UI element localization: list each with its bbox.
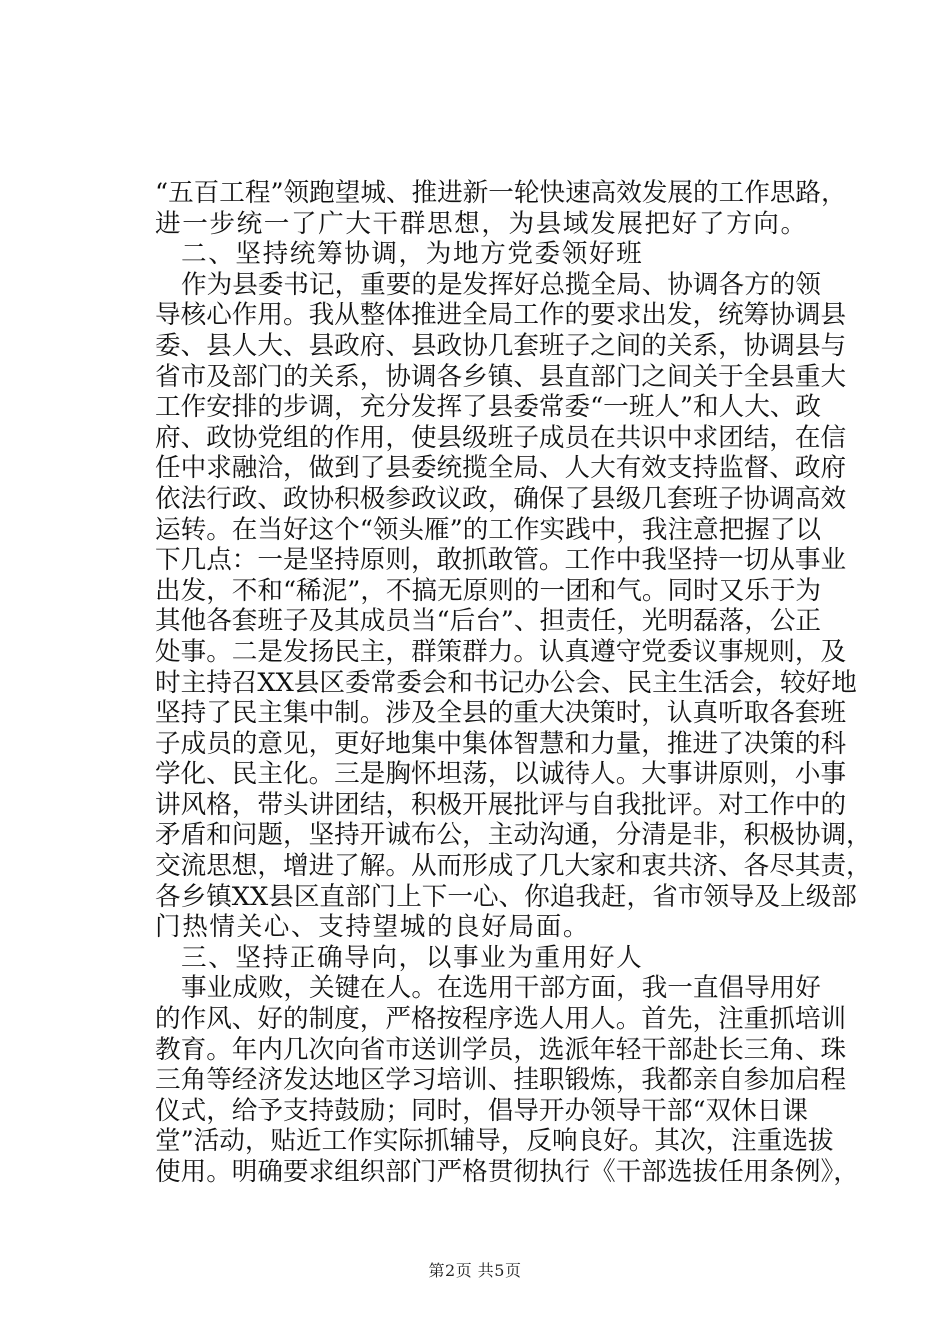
text-line: 府、政协党组的作用，使县级班子成员在共识中求团结，在信 xyxy=(155,422,847,453)
text-line: 导核心作用。我从整体推进全局工作的要求出发，统筹协调县 xyxy=(155,300,847,331)
text-line: 门热情关心、支持望城的良好局面。 xyxy=(155,912,591,943)
text-line: 使用。明确要求组织部门严格贯彻执行《干部选拔任用条例》， xyxy=(155,1157,859,1187)
section-heading: 二、坚持统筹协调，为地方党委领好班 xyxy=(181,239,644,270)
text-line: 工作安排的步调，充分发挥了县委常委“一班人”和人大、政 xyxy=(155,392,822,423)
text-line: 其他各套班子及其成员当“后台”、担责任，光明磊落，公正 xyxy=(155,606,822,637)
text-line: 进一步统一了广大干群思想，为县域发展把好了方向。 xyxy=(155,208,808,239)
text-line: 子成员的意见，更好地集中集体智慧和力量，推进了决策的科 xyxy=(155,728,847,759)
text-line: 堂”活动，贴近工作实际抓辅导，反响良好。其次，注重选拔 xyxy=(155,1126,834,1157)
page-number-footer: 第2页 共5页 xyxy=(428,1261,522,1280)
text-line: 的作风、好的制度，严格按程序选人用人。首先，注重抓培训 xyxy=(155,1004,847,1035)
text-line: 时主持召XX县区委常委会和书记办公会、民主生活会，较好地 xyxy=(155,667,857,698)
text-line: 省市及部门的关系，协调各乡镇、县直部门之间关于全县重大 xyxy=(155,361,847,392)
text-line: 坚持了民主集中制。涉及全县的重大决策时，认真听取各套班 xyxy=(155,698,847,729)
text-line: 处事。二是发扬民主，群策群力。认真遵守党委议事规则，及 xyxy=(155,636,847,667)
text-line: 交流思想，增进了解。从而形成了几大家和衷共济、各尽其责， xyxy=(155,851,872,882)
document-body xyxy=(155,178,872,1188)
text-line: 讲风格，带头讲团结，积极开展批评与自我批评。对工作中的 xyxy=(155,789,847,820)
text-line: 依法行政、政协积极参政议政，确保了县级几套班子协调高效 xyxy=(155,483,847,514)
text-line: “五百工程”领跑望城、推进新一轮快速高效发展的工作思路， xyxy=(155,178,847,208)
text-line: 任中求融洽，做到了县委统揽全局、人大有效支持监督、政府 xyxy=(155,453,847,484)
text-line: 学化、民主化。三是胸怀坦荡，以诚待人。大事讲原则，小事 xyxy=(155,759,847,790)
text-line: 出发，不和“稀泥”，不搞无原则的一团和气。同时又乐于为 xyxy=(155,575,822,606)
text-line: 下几点：一是坚持原则，敢抓敢管。工作中我坚持一切从事业 xyxy=(155,545,847,576)
text-line: 作为县委书记，重要的是发挥好总揽全局、协调各方的领 xyxy=(181,269,821,300)
text-line: 教育。年内几次向省市送训学员，选派年轻干部赴长三角、珠 xyxy=(155,1034,847,1065)
text-line: 事业成败，关键在人。在选用干部方面，我一直倡导用好 xyxy=(181,973,821,1004)
text-line: 三角等经济发达地区学习培训、挂职锻炼，我都亲自参加启程 xyxy=(155,1065,847,1096)
text-line: 仪式，给予支持鼓励；同时，倡导开办领导干部“双休日课 xyxy=(155,1095,808,1126)
section-heading: 三、坚持正确导向，以事业为重用好人 xyxy=(181,942,644,973)
text-line: 各乡镇XX县区直部门上下一心、你追我赶，省市领导及上级部 xyxy=(155,881,857,912)
text-line: 矛盾和问题，坚持开诚布公，主动沟通，分清是非，积极协调， xyxy=(155,820,872,851)
text-line: 运转。在当好这个“领头雁”的工作实践中，我注意把握了以 xyxy=(155,514,822,545)
text-line: 委、县人大、县政府、县政协几套班子之间的关系，协调县与 xyxy=(155,330,847,361)
